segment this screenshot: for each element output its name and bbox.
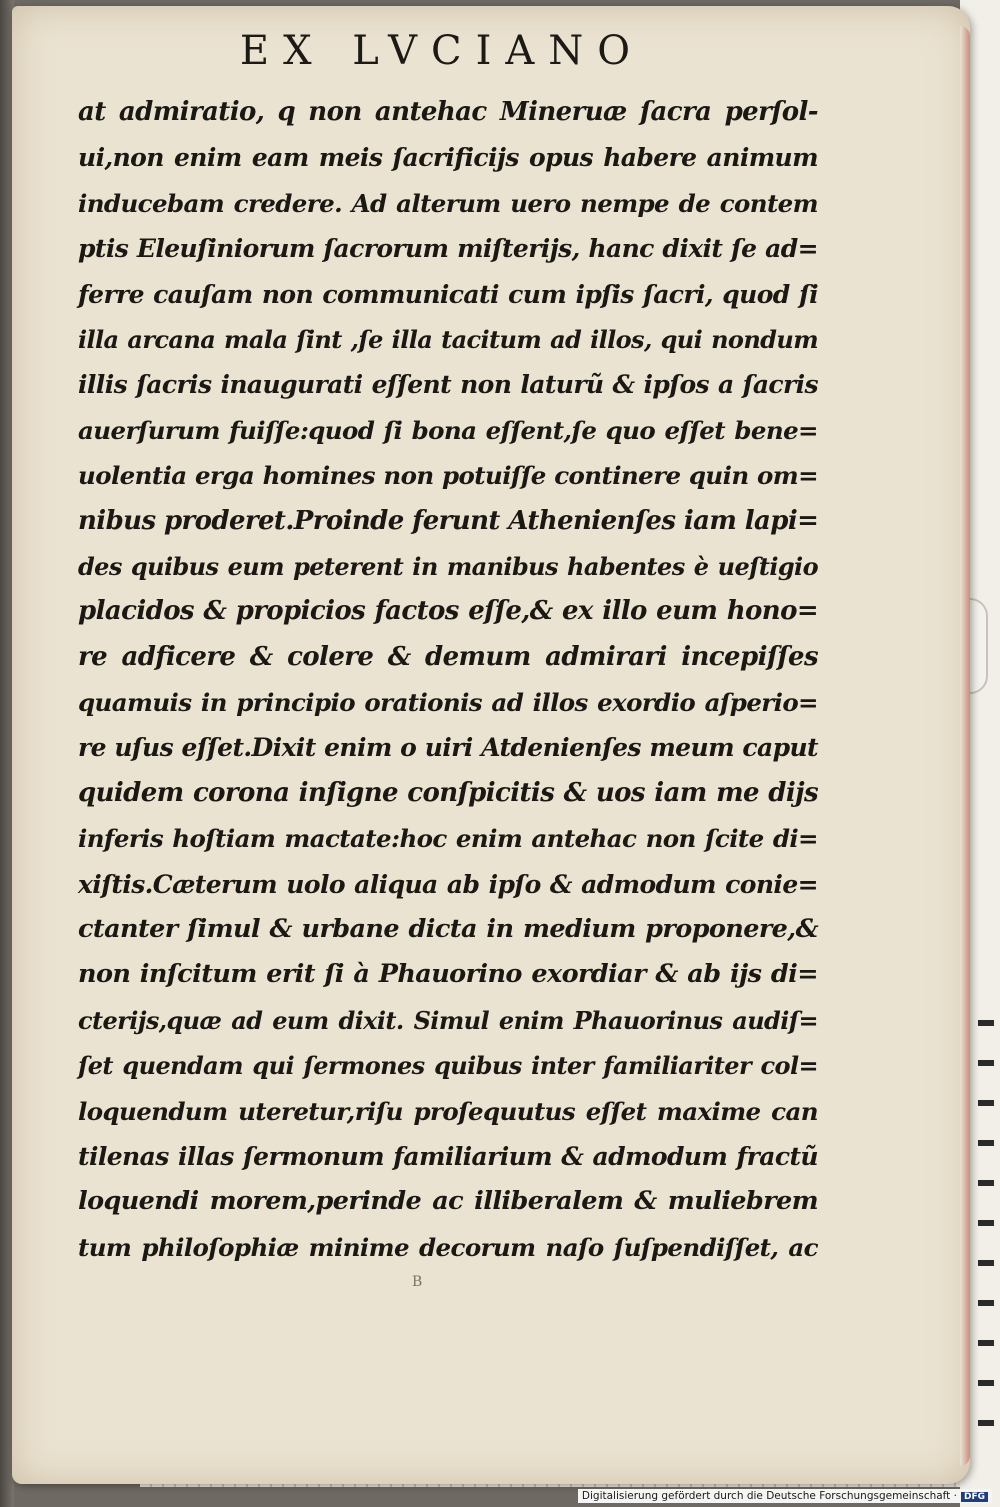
text-line: ctanter ſimul & urbane dicta in medium proponere,& [78, 914, 818, 945]
text-line: illa arcana mala ſint ,ſe illa tacitum ad illos, qui nondum [78, 324, 818, 354]
text-line: tilenas illas ſermonum familiarium & admodum fractũ [78, 1141, 818, 1171]
text-line: illis ſacris inaugurati eſſent non laturũ & ipſos a ſacris [78, 370, 818, 400]
text-line: re uſus eſſet.Dixit enim o uiri Atdenienſes meum caput [78, 733, 818, 763]
text-line: re adficere & colere & demum admirari incepiſſes [78, 641, 818, 672]
text-line: ſet quendam qui ſermones quibus inter familiariter col= [78, 1051, 818, 1081]
text-line: inducebam credere. Ad alterum uero nempe de contem [78, 188, 818, 218]
text-line: quidem corona inſigne conſpicitis & uos iam me dijs [78, 777, 818, 808]
dfg-logo: DFG [961, 1492, 988, 1502]
text-line: quamuis in principio orationis ad illos exordio aſperio= [78, 688, 818, 718]
text-line: ptis Eleuſiniorum ſacrorum miſterijs, hanc dixit ſe ad= [78, 234, 818, 264]
text-line: placidos & propicios factos eſſe,& ex illo eum hono= [78, 596, 818, 627]
text-line: non inſcitum erit ſi à Phauorino exordiar & ab ijs di= [78, 959, 818, 990]
text-line: loquendum uteretur,riſu proſequutus eſſet maxime can [78, 1096, 818, 1126]
text-line: tum philoſophiæ minime decorum naſo ſuſpendiſſet, ac [78, 1232, 818, 1262]
text-line: des quibus eum peterent in manibus habentes è ueſtigio [78, 551, 818, 581]
text-line: at admiratio, q non antehac Mineruæ ſacra perſol- [78, 97, 818, 127]
text-line: nibus proderet.Proinde ferunt Athenienſes iam lapi= [78, 505, 819, 536]
text-line: uolentia erga homines non potuiſſe continere quin om= [78, 461, 818, 491]
credit-text: Digitalisierung gefördert durch die Deutsche Forschungsgemeinschaft · [581, 1490, 957, 1502]
text-line: ui,non enim eam meis ſacrificijs opus habere animum [78, 143, 818, 173]
text-line: auerſurum fuiſſe:quod ſi bona eſſent,ſe quo eſſet bene= [78, 415, 818, 445]
digitization-credit [578, 1489, 992, 1503]
page-edge [960, 26, 970, 1466]
running-head: EX LVCIANO [239, 28, 645, 74]
text-line: ferre cauſam non communicati cum ipſis ſacri, quod ſi [78, 279, 818, 309]
text-line: xiſtis.Cæterum uolo aliqua ab ipſo & admodum conie= [78, 869, 818, 899]
book-page [12, 6, 970, 1484]
text-line: cterijs,quæ ad eum dixit. Simul enim Phauorinus audiſ= [78, 1005, 818, 1035]
text-line: inferis hoſtiam mactate:hoc enim antehac non ſcite di= [78, 824, 818, 854]
body-text [78, 90, 818, 1270]
text-line: loquendi morem,perinde ac illiberalem & muliebrem [78, 1186, 818, 1217]
signature-mark: B [412, 1274, 423, 1290]
